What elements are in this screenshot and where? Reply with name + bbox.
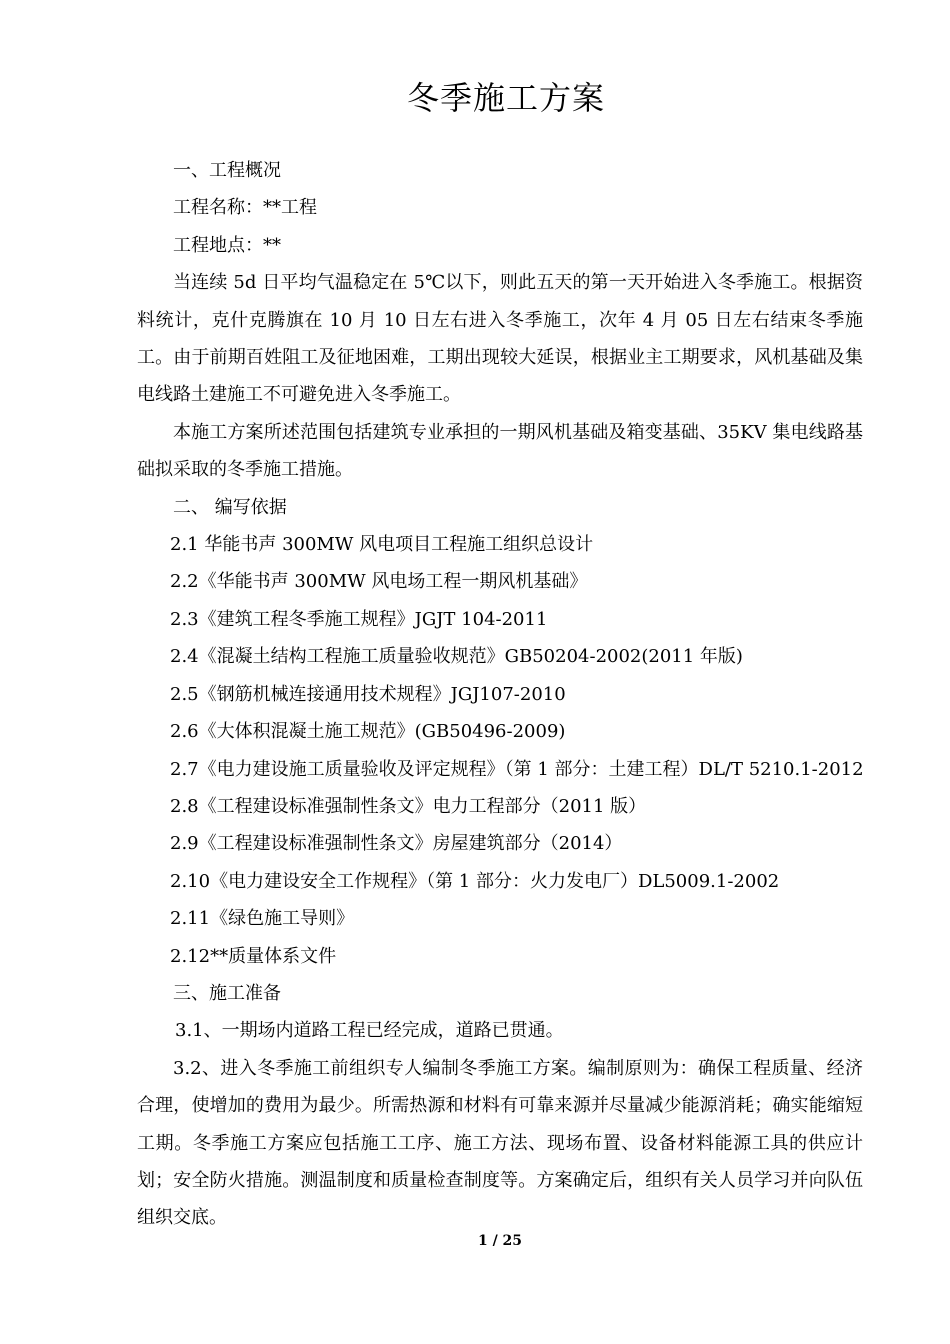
reference-item: 2.7《电力建设施工质量验收及评定规程》（第 1 部分：土建工程）DL/T 5210.1-2012 bbox=[170, 758, 864, 780]
project-location: 工程地点：** bbox=[173, 234, 281, 256]
reference-item: 2.6《大体积混凝土施工规范》(GB50496-2009) bbox=[170, 721, 566, 743]
section-1-heading: 一、工程概况 bbox=[173, 160, 281, 181]
section-3-heading: 三、施工准备 bbox=[173, 982, 281, 1004]
document-title: 冬季施工方案 bbox=[406, 79, 605, 117]
document-body bbox=[137, 152, 863, 1237]
intro-paragraph: 当连续 5d 日平均气温稳定在 5℃以下，则此五天的第一天开始进入冬季施工。根据资料统计，克什克腾旗在 10 月 10 日左右进入冬季施工，次年 4 月 05 日左右结束冬季施工。由于前期百姓阻工及征地困难，工期出现较大延误，根据业主工期要求，风机基础及集电线路土建施工不可避免进入冬季施工。 bbox=[137, 272, 863, 406]
reference-item: 2.2《华能书声 300MW 风电场工程一期风机基础》 bbox=[170, 571, 588, 593]
scope-paragraph: 本施工方案所述范围包括建筑专业承担的一期风机基础及箱变基础、35KV 集电线路基础拟采取的冬季施工措施。 bbox=[137, 421, 863, 481]
page-number: 1 / 25 bbox=[477, 1233, 523, 1249]
reference-item: 2.1 华能书声 300MW 风电项目工程施工组织总设计 bbox=[170, 534, 594, 556]
item-3-2: 3.2、进入冬季施工前组织专人编制冬季施工方案。编制原则为：确保工程质量、经济合理，使增加的费用为最少。所需热源和材料有可靠来源并尽量减少能源消耗；确实能缩短工期。冬季施工方案应包括施工工序、施工方法、现场布置、设备材料能源工具的供应计划；安全防火措施。测温制度和质量检查制度等。方案确定后，组织有关人员学习并向队伍组织交底。 bbox=[137, 1057, 863, 1229]
reference-item: 2.12**质量体系文件 bbox=[170, 945, 337, 967]
section-2-heading: 二、 编写依据 bbox=[173, 496, 287, 518]
reference-list bbox=[137, 526, 863, 975]
reference-item: 2.3《建筑工程冬季施工规程》JGJT 104-2011 bbox=[170, 608, 548, 630]
reference-item: 2.4《混凝土结构工程施工质量验收规范》GB50204-2002(2011 年版) bbox=[170, 646, 743, 668]
reference-item: 2.11《绿色施工导则》 bbox=[170, 908, 355, 930]
reference-item: 2.10《电力建设安全工作规程》（第 1 部分：火力发电厂）DL5009.1-2002 bbox=[170, 870, 780, 892]
project-name: 工程名称：**工程 bbox=[173, 197, 317, 219]
reference-item: 2.8《工程建设标准强制性条文》电力工程部分（2011 版） bbox=[170, 795, 647, 817]
reference-item: 2.5《钢筋机械连接通用技术规程》JGJ107-2010 bbox=[170, 683, 566, 705]
reference-item: 2.9《工程建设标准强制性条文》房屋建筑部分（2014） bbox=[170, 833, 623, 855]
item-3-1: 3.1、一期场内道路工程已经完成，道路已贯通。 bbox=[175, 1020, 564, 1042]
